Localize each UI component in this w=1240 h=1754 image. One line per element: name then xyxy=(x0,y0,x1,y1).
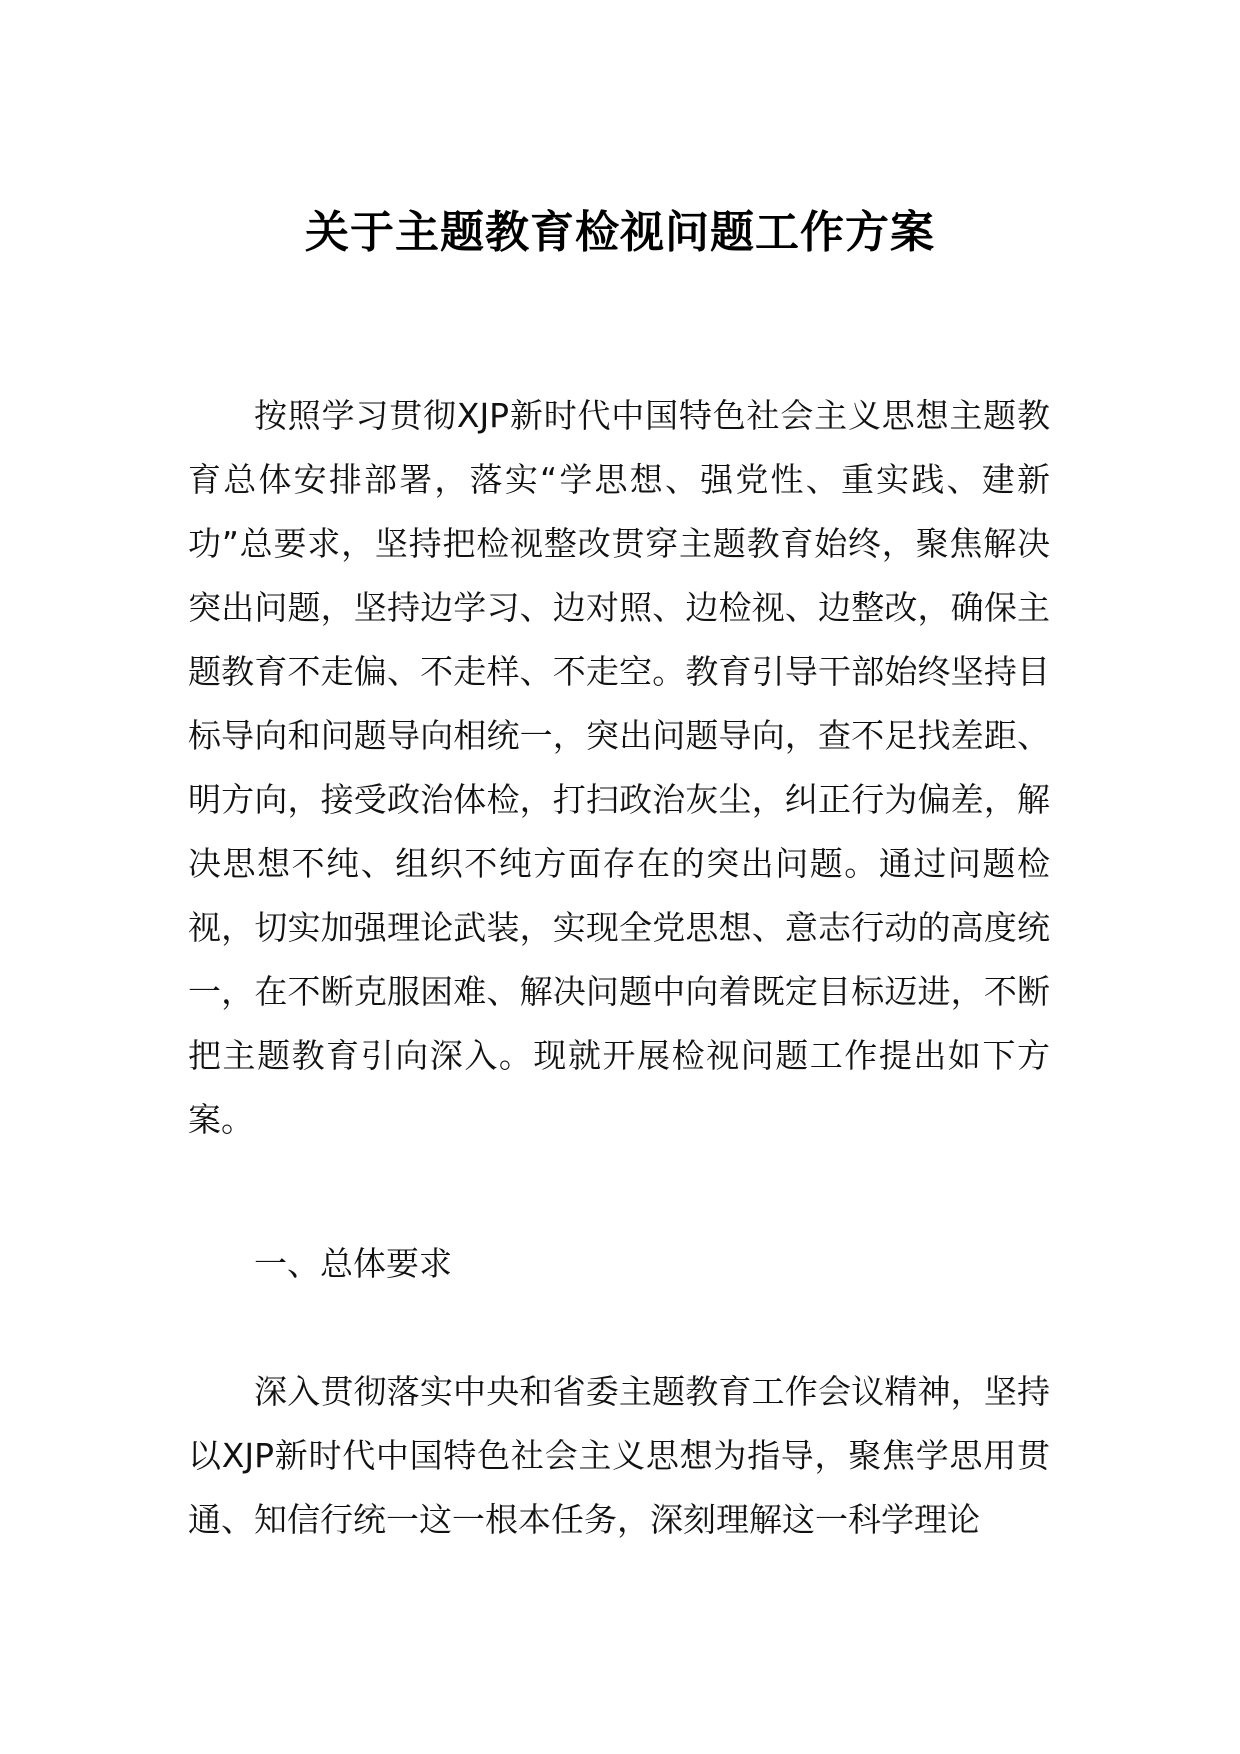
section-heading-general-requirements: 一、总体要求 xyxy=(254,1244,452,1283)
document-title: 关于主题教育检视问题工作方案 xyxy=(305,207,935,258)
intro-paragraph: 按照学习贯彻XJP新时代中国特色社会主义思想主题教育总体安排部署，落实“学思想、强党性、重实践、建新功”总要求，坚持把检视整改贯穿主题教育始终，聚焦解决突出问题，坚持边学习、边对照、边检视、边整改，确保主题教育不走偏、不走样、不走空。教育引导干部始终坚持目标导向和问题导向相统一，突出问题导向，查不足找差距、明方向，接受政治体检，打扫政治灰尘，纠正行为偏差，解决思想不纯、组织不纯方面存在的突出问题。通过问题检视，切实加强理论武装，实现全党思想、意志行动的高度统一，在不断克服困难、解决问题中向着既定目标迈进，不断把主题教育引向深入。现就开展检视问题工作提出如下方案。 xyxy=(188,396,1050,1139)
section-paragraph: 深入贯彻落实中央和省委主题教育工作会议精神，坚持以XJP新时代中国特色社会主义思想为指导，聚焦学思用贯通、知信行统一这一根本任务，深刻理解这一科学理论 xyxy=(188,1372,1050,1539)
